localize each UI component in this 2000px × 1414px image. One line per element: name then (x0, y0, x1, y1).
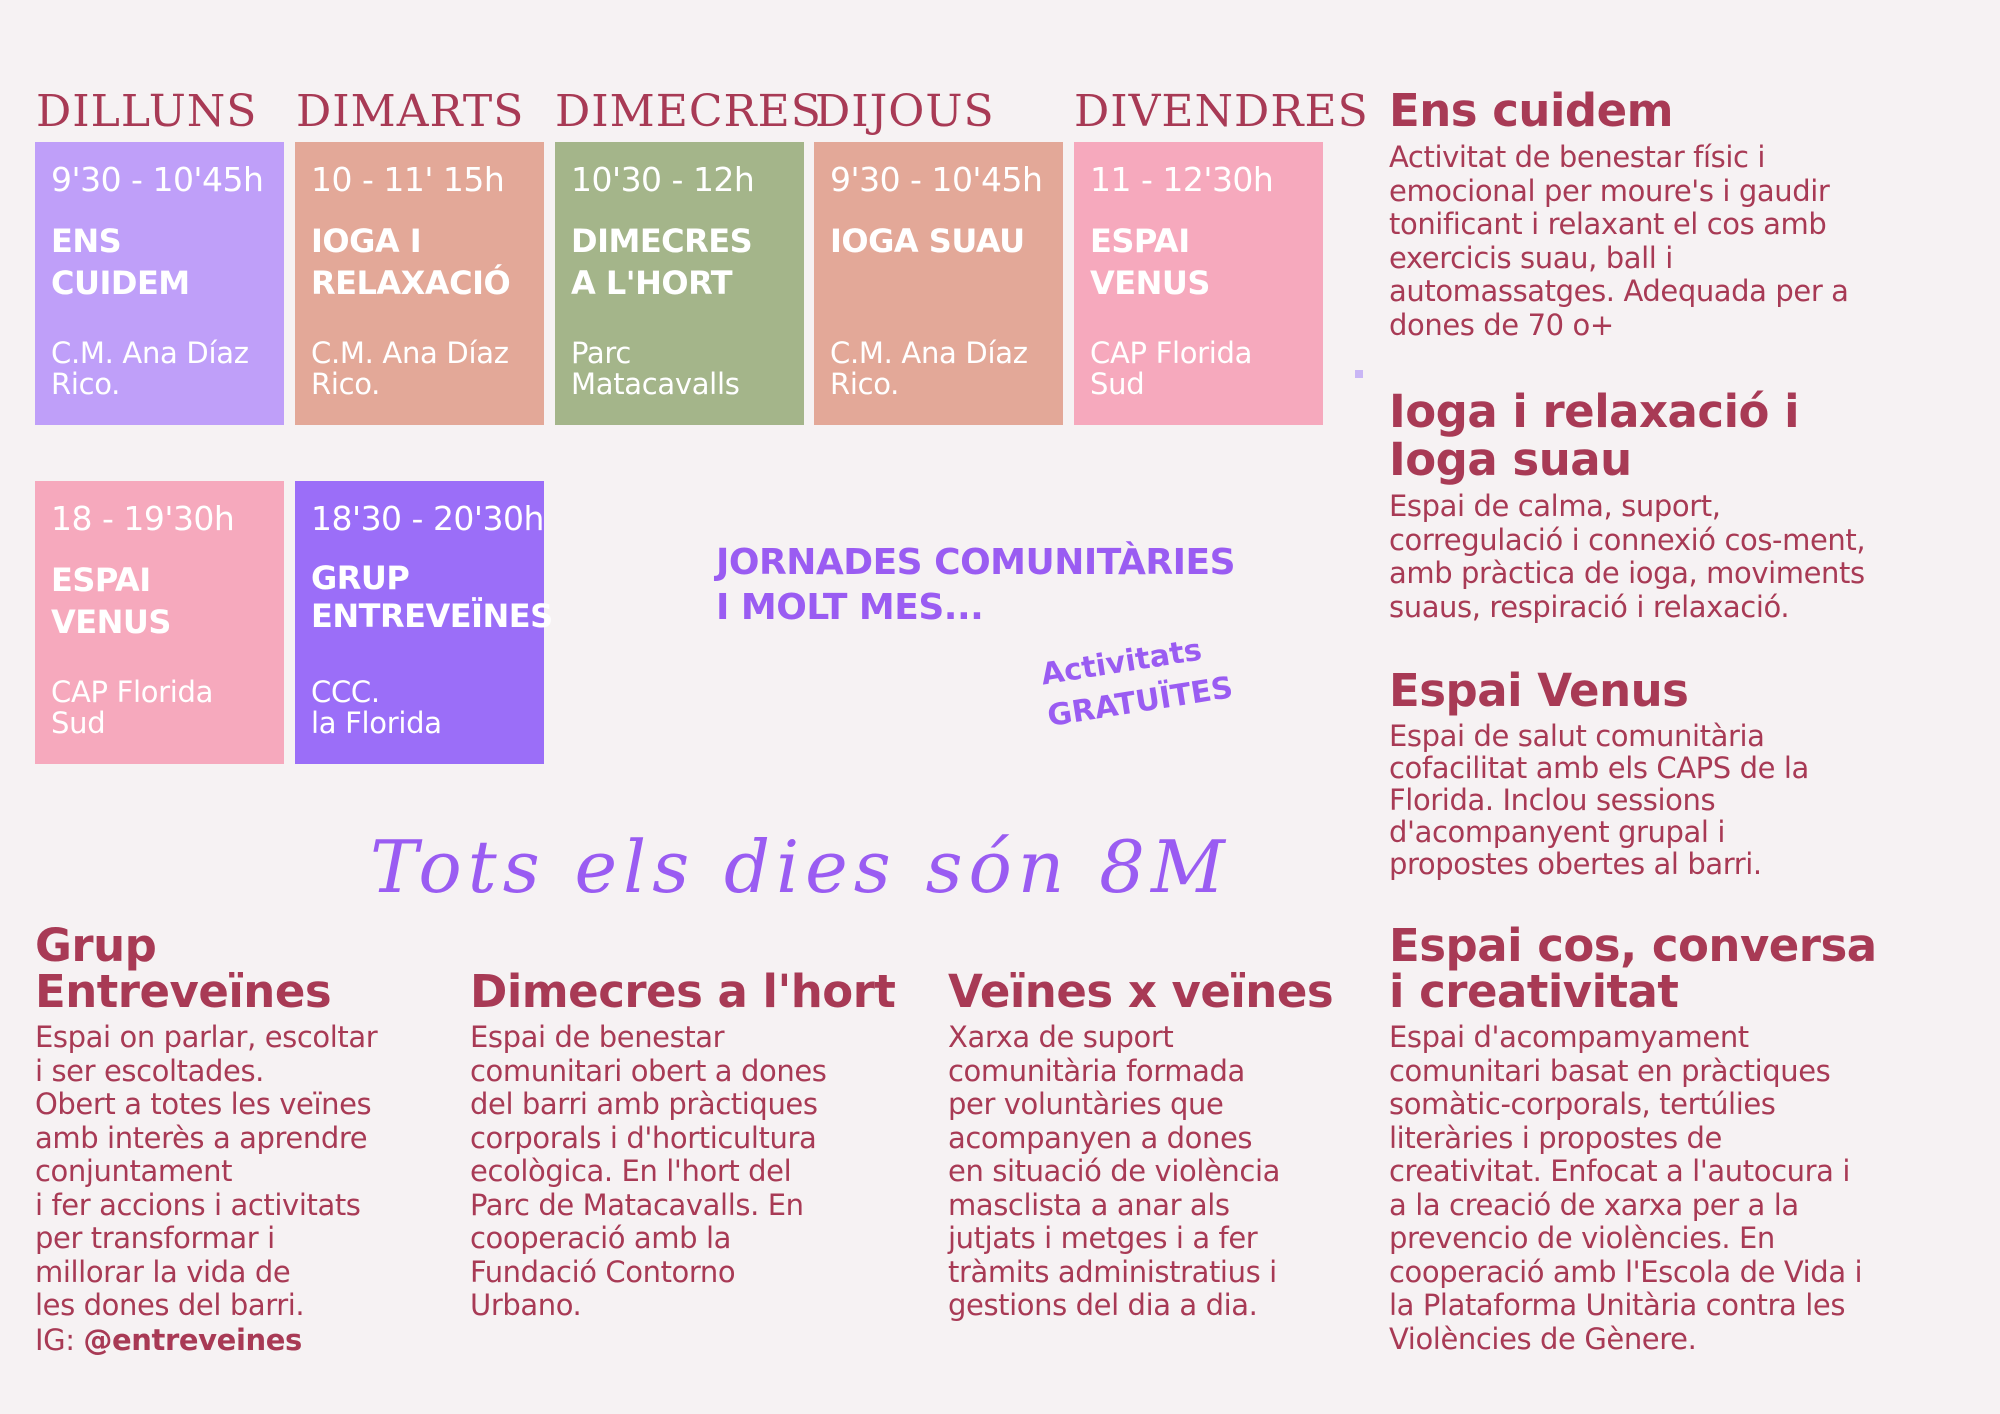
card-place: Parc Matacavalls (571, 336, 740, 401)
section-title-grup-entreveines: Grup Entreveïnes (35, 919, 332, 1018)
card-activity: IOGA SUAU (830, 222, 1025, 260)
card-place: CAP Florida Sud (1090, 336, 1253, 401)
card-time: 18 - 19'30h (51, 499, 235, 538)
card-activity: IOGA I RELAXACIÓ (311, 222, 511, 302)
instagram-handle[interactable]: @entreveines (83, 1323, 302, 1357)
section-title-espai-venus: Espai Venus (1389, 664, 1689, 717)
card-activity: ESPAI VENUS (1090, 222, 1210, 302)
section-body-ens-cuidem: Activitat de benestar físic i emocional per moure's i gaudir tonificant i relaxant el cos amb exercicis suau, ball i automassatges. Adequada per a dones de 70 o+ (1389, 140, 1849, 342)
schedule-card-thursday (814, 142, 1063, 425)
card-time: 18'30 - 20'30h (311, 499, 544, 538)
section-title-veines-x-veines: Veïnes x veïnes (948, 965, 1334, 1018)
slogan: Tots els dies són 8M (370, 825, 1231, 909)
day-header-thursday: DIJOUS (815, 86, 995, 137)
section-body-espai-venus: Espai de salut comunitària cofacilitat amb els CAPS de la Florida. Inclou sessions d'acompanyent grupal i propostes obertes al barri. (1389, 719, 1809, 881)
section-title-ioga: Ioga i relaxació i Ioga suau (1389, 385, 1799, 486)
day-header-wednesday: DIMECRES (555, 86, 822, 137)
section-body-dimecres-hort: Espai de benestar comunitari obert a dones del barri amb pràctiques corporals i d'horticultura ecològica. En l'hort del Parc de Matacavalls. En cooperació amb la Fundació Contorno Urbano. (470, 1020, 827, 1322)
day-header-tuesday: DIMARTS (296, 86, 525, 137)
section-title-ens-cuidem: Ens cuidem (1389, 84, 1673, 137)
section-body-ioga: Espai de calma, suport, corregulació i connexió cos-ment, amb pràctica de ioga, moviments suaus, respiració i relaxació. (1389, 489, 1866, 624)
card-place: CAP Florida Sud (51, 675, 214, 740)
card-place: C.M. Ana Díaz Rico. (51, 336, 249, 401)
schedule-card-monday-evening (35, 481, 284, 764)
schedule-card-tuesday (295, 142, 544, 425)
section-body-veines-x-veines: Xarxa de suport comunitària formada per voluntàries que acompanyen a dones en situació de violència masclista a anar als jutjats i metges i a fer tràmits administratius i gestions del dia a dia. (948, 1020, 1280, 1322)
card-time: 11 - 12'30h (1090, 160, 1274, 199)
decorative-dot (1355, 370, 1363, 378)
schedule-card-tuesday-evening (295, 481, 553, 764)
section-title-dimecres-hort: Dimecres a l'hort (470, 965, 896, 1018)
section-body-espai-cos: Espai d'acompamyament comunitari basat en pràctiques somàtic-corporals, tertúlies literàries i propostes de creativitat. Enfocat a l'autocura i a la creació de xarxa per a la prevencio de violències. En cooperació amb l'Escola de Vida i la Plataforma Unitària contra les Violències de Gènere. (1389, 1020, 1863, 1356)
instagram-prefix: IG: (35, 1323, 84, 1357)
card-activity: DIMECRES A L'HORT (571, 222, 753, 302)
card-activity: GRUP ENTREVEÏNES (311, 559, 553, 635)
schedule-card-wednesday (555, 142, 804, 425)
card-place: C.M. Ana Díaz Rico. (311, 336, 509, 401)
card-activity: ESPAI VENUS (51, 561, 171, 641)
section-body-grup-entreveines: Espai on parlar, escoltar i ser escoltades. Obert a totes les veïnes amb interès a aprendre conjuntament i fer accions i activitats per transformar i millorar la vida de les dones del barri. (35, 1020, 378, 1322)
card-place: CCC. la Florida (311, 675, 442, 740)
day-header-monday: DILLUNS (36, 86, 258, 137)
card-time: 10'30 - 12h (571, 160, 755, 199)
community-days-heading: JORNADES COMUNITÀRIES I MOLT MES... (716, 542, 1236, 628)
card-activity: ENS CUIDEM (51, 222, 190, 302)
instagram-line (35, 1324, 302, 1358)
card-time: 9'30 - 10'45h (830, 160, 1043, 199)
card-time: 10 - 11' 15h (311, 160, 505, 199)
schedule-card-friday (1074, 142, 1323, 425)
day-header-friday: DIVENDRES (1074, 86, 1369, 137)
card-time: 9'30 - 10'45h (51, 160, 264, 199)
section-title-espai-cos: Espai cos, conversa i creativitat (1389, 919, 1877, 1018)
schedule-card-monday (35, 142, 284, 425)
free-activities-label: Activitats GRATUÏTES (1038, 632, 1236, 735)
card-place: C.M. Ana Díaz Rico. (830, 336, 1028, 401)
